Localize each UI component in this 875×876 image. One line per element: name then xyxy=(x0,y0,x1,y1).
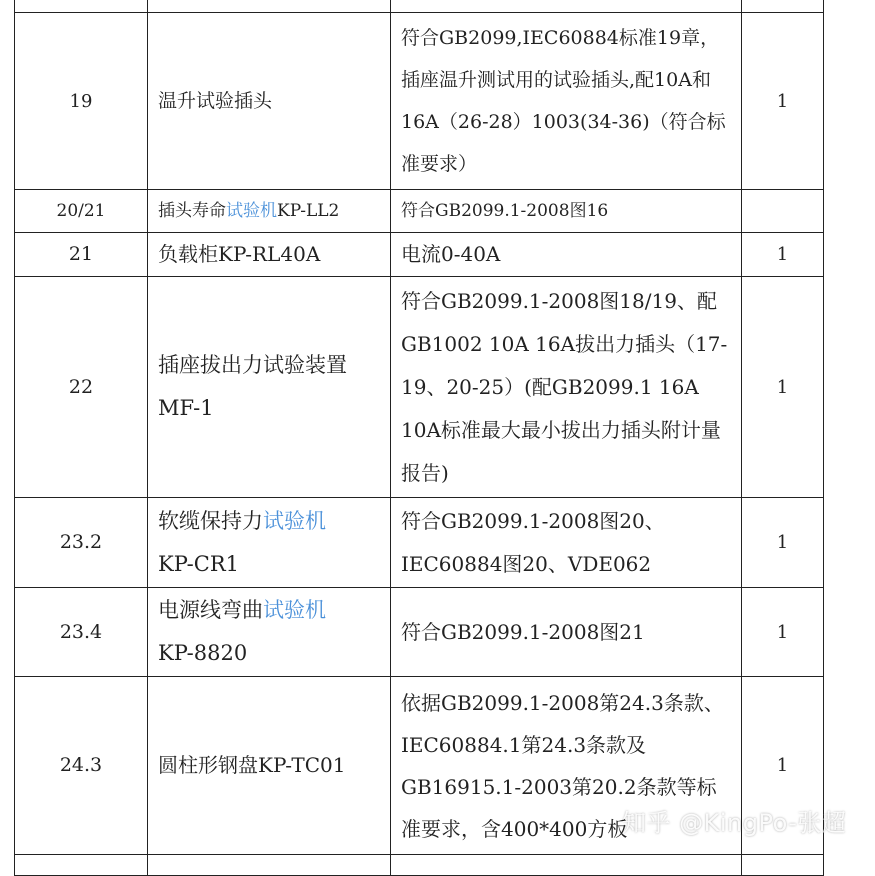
item-name: 插座拔出力试验装置MF-1 xyxy=(148,277,391,498)
row-number: 23.4 xyxy=(15,588,148,677)
item-name-prefix: 插头寿命 xyxy=(158,201,226,221)
watermark: 知乎 @KingPo-张超 xyxy=(622,809,847,837)
table-row xyxy=(15,588,824,677)
table-row-cut xyxy=(15,855,824,876)
spec-table-container xyxy=(14,0,824,876)
table-row-cut xyxy=(15,0,824,13)
item-quantity: 1 xyxy=(742,588,824,677)
item-name-model: KP-8820 xyxy=(158,641,248,665)
table-row xyxy=(15,233,824,277)
item-quantity: 1 xyxy=(742,277,824,498)
row-number: 21 xyxy=(15,233,148,277)
row-number: 24.3 xyxy=(15,677,148,855)
item-spec: 电流0-40A xyxy=(391,233,742,277)
item-name: 温升试验插头 xyxy=(148,13,391,190)
item-quantity: 1 xyxy=(742,677,824,855)
row-number: 19 xyxy=(15,13,148,190)
test-machine-link[interactable]: 试验机 xyxy=(263,598,326,622)
item-name xyxy=(148,498,391,588)
item-name xyxy=(148,190,391,233)
row-number: 20/21 xyxy=(15,190,148,233)
item-spec: 依据GB2099.1-2008第24.3条款、IEC60884.1第24.3条款及GB16915.1-2003第20.2条款等标准要求，含400*400方板 xyxy=(391,677,742,855)
item-name-model: KP-CR1 xyxy=(158,551,240,576)
row-number: 22 xyxy=(15,277,148,498)
item-spec: 符合GB2099.1-2008图20、IEC60884图20、VDE062 xyxy=(391,498,742,588)
item-quantity: 1 xyxy=(742,233,824,277)
item-quantity: 1 xyxy=(742,13,824,190)
item-spec: 符合GB2099.1-2008图21 xyxy=(391,588,742,677)
table-row xyxy=(15,190,824,233)
item-spec: 符合GB2099.1-2008图16 xyxy=(391,190,742,233)
item-spec: 符合GB2099,IEC60884标准19章，插座温升测试用的试验插头,配10A和16A（26-28）1003(34-36)（符合标准要求） xyxy=(391,13,742,190)
item-name: 圆柱形钢盘KP-TC01 xyxy=(148,677,391,855)
equipment-spec-table xyxy=(14,0,824,876)
item-name xyxy=(148,588,391,677)
test-machine-link[interactable]: 试验机 xyxy=(263,508,326,533)
table-row xyxy=(15,13,824,190)
item-name-prefix: 电源线弯曲 xyxy=(158,598,263,622)
item-quantity: 1 xyxy=(742,498,824,588)
test-machine-link[interactable]: 试验机 xyxy=(226,201,277,221)
item-quantity xyxy=(742,190,824,233)
item-name: 负载柜KP-RL40A xyxy=(148,233,391,277)
table-row xyxy=(15,277,824,498)
item-name-model: KP-LL2 xyxy=(277,201,340,221)
table-row xyxy=(15,498,824,588)
item-name-prefix: 软缆保持力 xyxy=(158,508,263,533)
item-spec: 符合GB2099.1-2008图18/19、配GB1002 10A 16A拔出力插头（17-19、20-25）(配GB2099.1 16A 10A标准最大最小拔出力插头附计量报告) xyxy=(391,277,742,498)
row-number: 23.2 xyxy=(15,498,148,588)
